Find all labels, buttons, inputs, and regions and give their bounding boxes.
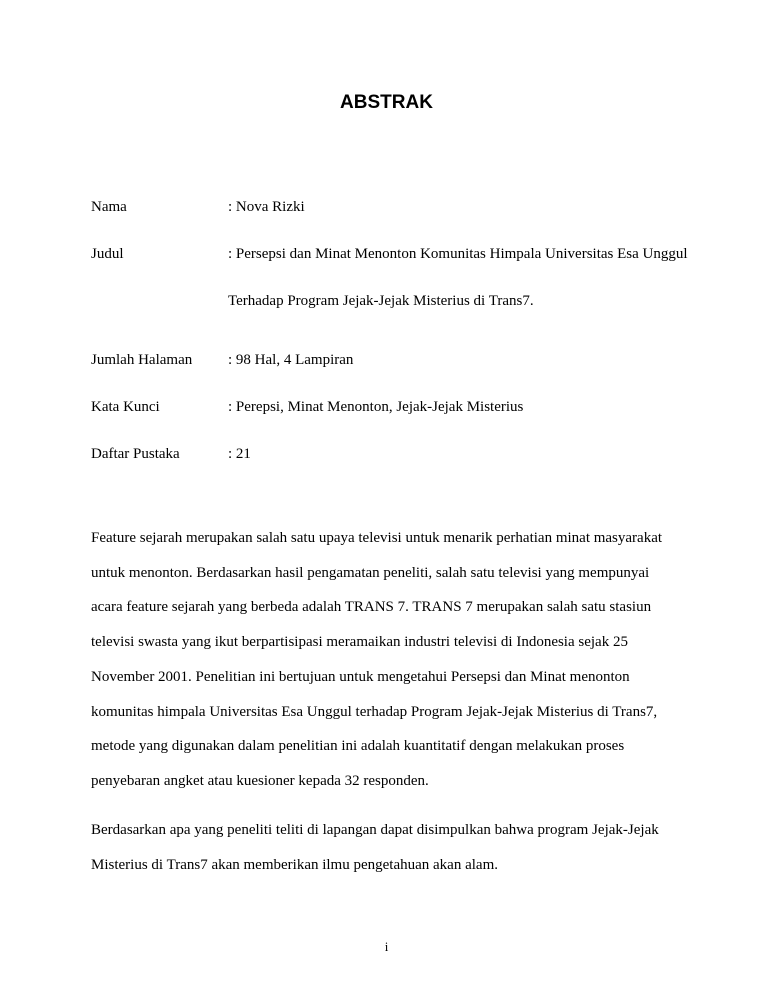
- field-row-jumlah-halaman: [91, 349, 691, 372]
- field-value: : Persepsi dan Minat Menonton Komunitas Himpala Universitas Esa Unggul Terhadap Program Jejak-Jejak Misterius di Trans7.: [228, 246, 688, 309]
- abstract-paragraph-1: Feature sejarah merupakan salah satu upaya televisi untuk menarik perhatian minat masyarakat untuk menonton. Berdasarkan hasil pengamatan peneliti, salah satu televisi yang mempunyai acara feature sejarah yang berbeda adalah TRANS 7. TRANS 7 merupakan salah satu stasiun televisi swasta yang ikut berpartisipasi meramaikan industri televisi di Indonesia sejak 25 November 2001. Penelitian ini bertujuan untuk mengetahui Persepsi dan Minat menonton komunitas himpala Universitas Esa Unggul terhadap Program Jejak-Jejak Misterius di Trans7, metode yang digunakan dalam penelitian ini adalah kuantitatif dengan melakukan proses penyebaran angket atau kuesioner kepada 32 responden.: [91, 530, 663, 789]
- page-title: ABSTRAK: [340, 92, 433, 113]
- field-row-nama: [91, 196, 691, 219]
- metadata-block: [91, 196, 691, 490]
- field-row-judul: [91, 243, 691, 325]
- field-label: Judul: [91, 246, 124, 262]
- field-row-daftar-pustaka: [91, 443, 691, 466]
- field-value: : Perepsi, Minat Menonton, Jejak-Jejak Misterius: [228, 399, 524, 415]
- field-value: : 21: [228, 446, 251, 462]
- field-value: : Nova Rizki: [228, 199, 305, 215]
- field-label: Kata Kunci: [91, 399, 160, 415]
- page-number: i: [384, 939, 389, 954]
- field-label: Nama: [91, 199, 127, 215]
- field-value: : 98 Hal, 4 Lampiran: [228, 352, 354, 368]
- field-row-kata-kunci: [91, 396, 691, 419]
- field-label: Daftar Pustaka: [91, 446, 180, 462]
- field-label: Jumlah Halaman: [91, 352, 193, 368]
- abstract-paragraph-2: Berdasarkan apa yang peneliti teliti di lapangan dapat disimpulkan bahwa program Jejak-Jejak Misterius di Trans7 akan memberikan ilmu pengetahuan akan alam.: [91, 822, 659, 873]
